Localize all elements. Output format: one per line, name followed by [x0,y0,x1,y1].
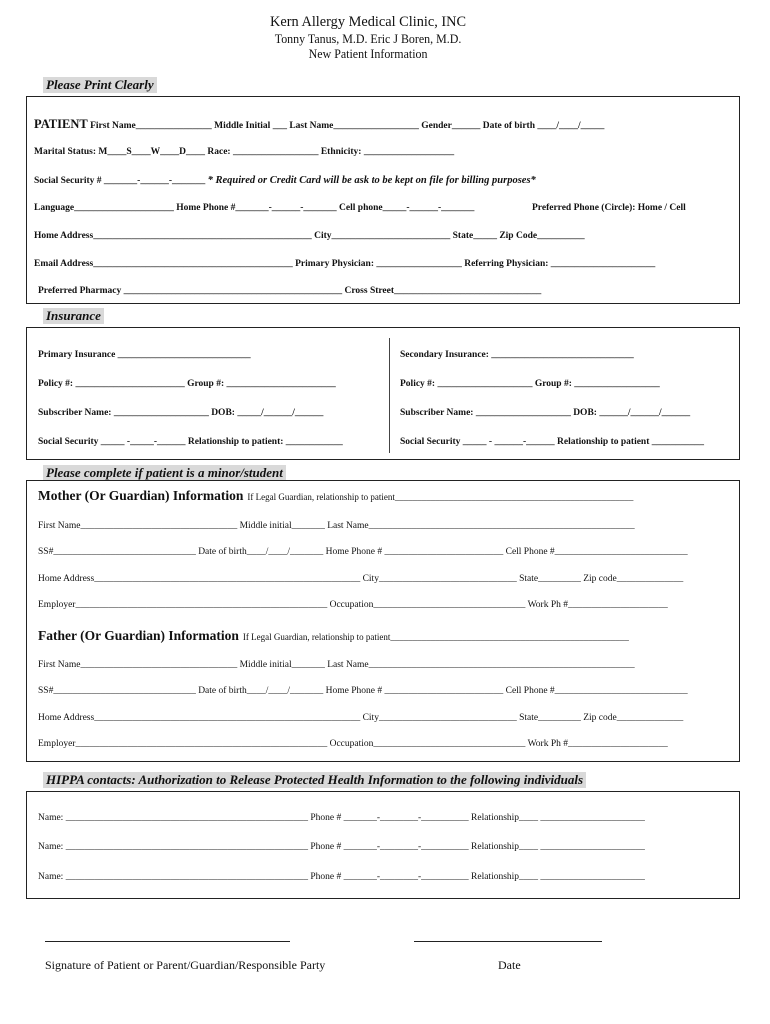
clinic-name: Kern Allergy Medical Clinic, INC [270,14,467,30]
father-name-field[interactable]: First Name_________________________________ Middle initial_______ Last Name________________________________________________________ [38,660,635,670]
patient-label: PATIENT [34,117,88,131]
mother-ss-field[interactable]: SS#______________________________ Date of birth____/____/_______ Home Phone # _________________________ Cell Phone #____________________________ [38,547,688,557]
secondary-insurance-field[interactable]: Secondary Insurance: ______________________________ [400,350,634,360]
insurance-divider [389,338,390,453]
hippa-contact-3[interactable]: Name: ___________________________________________________ Phone # _______-________-__________ Relationship____ ______________________ [38,872,645,882]
patient-row-email[interactable]: Email Address__________________________________________ Primary Physician: __________________ Referring Physician: ______________________ [34,259,656,269]
father-heading [38,627,629,645]
hippa-contact-2[interactable]: Name: ___________________________________________________ Phone # _______-________-__________ Relationship____ ______________________ [38,842,645,852]
preferred-phone-choice[interactable]: Preferred Phone (Circle): Home / Cell [532,203,686,213]
father-guardian-note[interactable]: If Legal Guardian, relationship to patient_____________________________________________________ [242,632,629,642]
patient-section-title: Please Print Clearly [43,77,157,93]
mother-guardian-note[interactable]: If Legal Guardian, relationship to patient_____________________________________________________ [247,492,634,502]
signature-line[interactable] [45,941,290,942]
father-employer-field[interactable]: Employer_____________________________________________________ Occupation________________________________ Work Ph #_____________________ [38,739,668,749]
patient-row-pharmacy[interactable]: Preferred Pharmacy ______________________________________________ Cross Street_______________________________ [38,286,542,296]
primary-policy-field[interactable]: Policy #: _______________________ Group #: _______________________ [38,379,336,389]
form-title: New Patient Information [308,47,428,61]
secondary-policy-field[interactable]: Policy #: ____________________ Group #: __________________ [400,379,660,389]
secondary-subscriber-field[interactable]: Subscriber Name: ____________________ DOB: ______/______/______ [400,408,691,418]
father-title: Father (Or Guardian) Information [38,628,239,643]
primary-insurance-field[interactable]: Primary Insurance ____________________________ [38,350,251,360]
primary-subscriber-field[interactable]: Subscriber Name: ____________________ DOB: _____/______/______ [38,408,324,418]
primary-ssn-field[interactable]: Social Security _____ -_____-______ Relationship to patient: ____________ [38,437,343,447]
patient-row-name[interactable] [34,117,604,132]
doctor-names: Tonny Tanus, M.D. Eric J Boren, M.D. [274,32,462,46]
patient-row-language[interactable]: Language_____________________ Home Phone #_______-______-_______ Cell phone_____-______-_______ [34,203,475,213]
hippa-contact-1[interactable]: Name: ___________________________________________________ Phone # _______-________-__________ Relationship____ ______________________ [38,813,645,823]
mother-address-field[interactable]: Home Address________________________________________________________ City_____________________________ State_________ Zip code______________ [38,574,684,584]
signature-label: Signature of Patient or Parent/Guardian/Responsible Party [45,958,326,972]
mother-employer-field[interactable]: Employer_____________________________________________________ Occupation________________________________ Work Ph #_____________________ [38,600,668,610]
mother-name-field[interactable]: First Name_________________________________ Middle initial_______ Last Name________________________________________________________ [38,521,635,531]
hippa-section-title: HIPPA contacts: Authorization to Release Protected Health Information to the following individuals [43,772,586,788]
patient-row-address[interactable]: Home Address______________________________________________ City_________________________ State_____ Zip Code__________ [34,231,585,241]
mother-title: Mother (Or Guardian) Information [38,488,244,503]
secondary-ssn-field[interactable]: Social Security _____ - ______-______ Relationship to patient ___________ [400,437,704,447]
insurance-section-title: Insurance [43,308,104,324]
father-ss-field[interactable]: SS#______________________________ Date of birth____/____/_______ Home Phone # _________________________ Cell Phone #____________________________ [38,686,688,696]
ssn-field: Social Security # _______-______-_______ [34,176,206,186]
mother-heading [38,487,633,505]
ssn-required-note: * Required or Credit Card will be ask to be kept on file for billing purposes* [207,175,536,186]
minor-section-title: Please complete if patient is a minor/student [43,465,286,481]
father-address-field[interactable]: Home Address________________________________________________________ City_____________________________ State_________ Zip code______________ [38,713,684,723]
patient-row-marital[interactable]: Marital Status: M____S____W____D____ Race: __________________ Ethnicity: ___________________ [34,147,455,157]
date-line[interactable] [414,941,602,942]
patient-name-fields: First Name________________ Middle Initial ___ Last Name__________________ Gender______ Date of birth ____/____/_____ [90,121,605,131]
patient-row-ssn[interactable] [34,175,536,186]
date-label: Date [498,958,521,972]
